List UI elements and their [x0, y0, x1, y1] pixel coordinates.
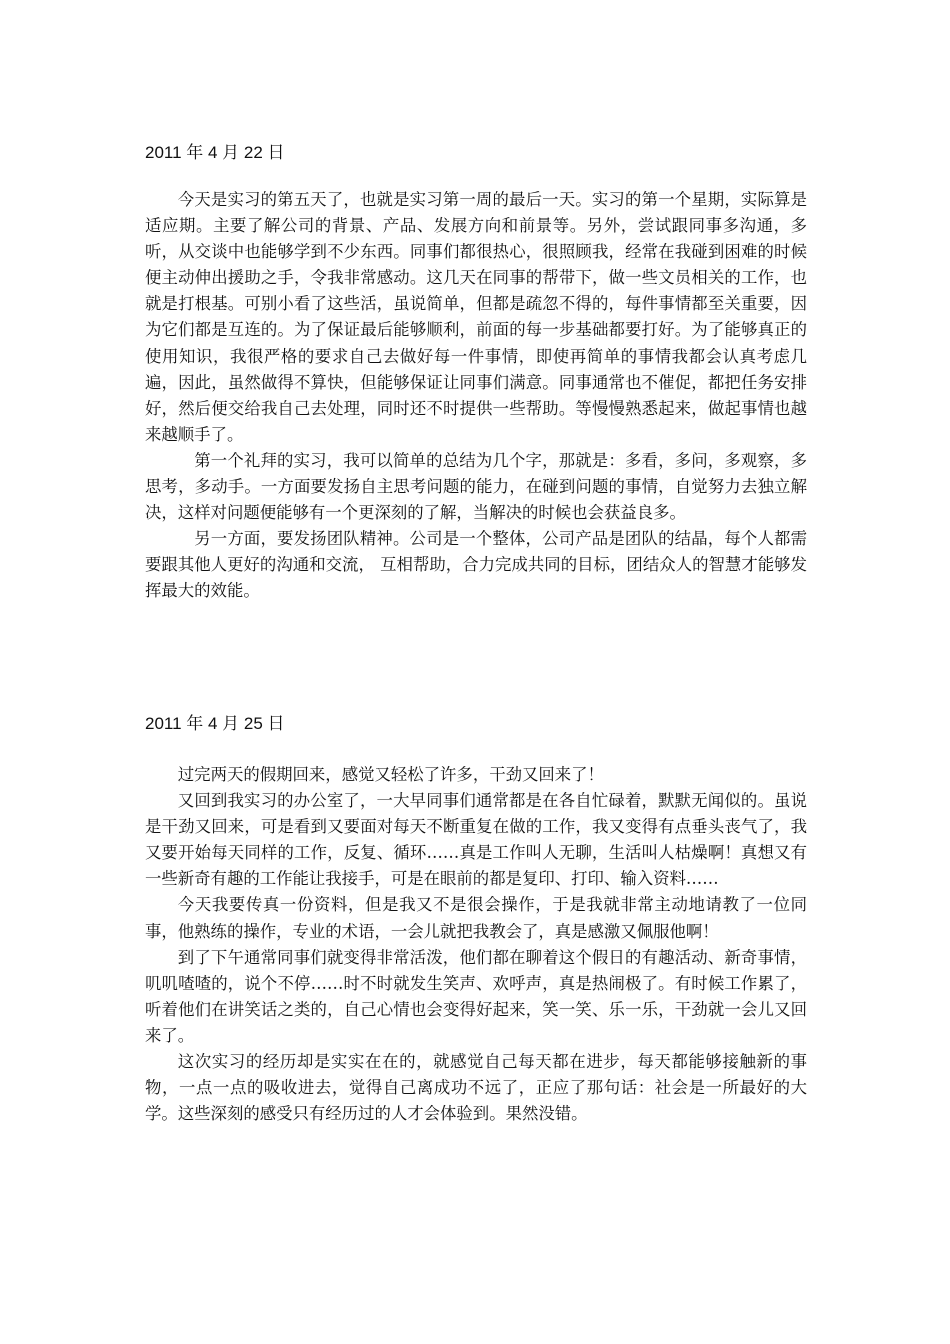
paragraph: 另一方面，要发扬团队精神。公司是一个整体，公司产品是团队的结晶，每个人都需要跟其他人更好的沟通和交流， 互相帮助，合力完成共同的目标，团结众人的智慧才能够发挥最大的效能。	[145, 529, 807, 601]
paragraph: 今天是实习的第五天了，也就是实习第一周的最后一天。实习的第一个星期，实际算是适应期。主要了解公司的背景、产品、发展方向和前景等。另外，尝试跟同事多沟通，多听，从交谈中也能够学到不少东西。同事们都很热心，很照顾我，经常在我碰到困难的时候便主动伸出援助之手，令我非常感动。这几天在同事的帮带下，做一些文员相关的工作，也就是打根基。可别小看了这些活，虽说简单，但都是疏忽不得的，每件事情都至关重要，因为它们都是互连的。为了保证最后能够顺利，前面的每一步基础都要打好。为了能够真正的使用知识，我很严格的要求自己去做好每一件事情，即使再简单的事情我都会认真考虑几遍，因此，虽然做得不算快，但能够保证让同事们满意。同事通常也不催促，都把任务安排好，然后便交给我自己去处理，同时还不时提供一些帮助。等慢慢熟悉起来，做起事情也越来越顺手了。	[145, 190, 807, 444]
paragraph: 又回到我实习的办公室了，一大早同事们通常都是在各自忙碌着，默默无闻似的。虽说是干劲又回来，可是看到又要面对每天不断重复在做的工作，我又变得有点垂头丧气了，我又要开始每天同样的工作，反复、循环……真是工作叫人无聊，生活叫人枯燥啊！真想又有一些新奇有趣的工作能让我接手，可是在眼前的都是复印、打印、输入资料……	[145, 791, 807, 889]
entry-date: 2011 年 4 月 22 日	[145, 143, 285, 162]
paragraph: 第一个礼拜的实习，我可以简单的总结为几个字，那就是：多看，多问，多观察，多思考，多动手。一方面要发扬自主思考问题的能力，在碰到问题的事情，自觉努力去独立解决，这样对问题便能够有一个更深刻的了解，当解决的时候也会获益良多。	[145, 450, 807, 523]
entry-body	[145, 187, 807, 605]
diary-entry-apr-22	[145, 140, 807, 605]
paragraph: 到了下午通常同事们就变得非常活泼，他们都在聊着这个假日的有趣活动、新奇事情，叽叽喳喳的，说个不停……时不时就发生笑声、欢呼声，真是热闹极了。有时候工作累了，听着他们在讲笑话之类的，自己心情也会变得好起来，笑一笑、乐一乐，干劲就一会儿又回来了。	[145, 947, 807, 1045]
diary-entry-apr-25	[145, 711, 807, 1127]
paragraph: 过完两天的假期回来，感觉又轻松了许多，干劲又回来了！	[177, 765, 604, 784]
entry-body	[145, 762, 807, 1127]
paragraph: 这次实习的经历却是实实在在的，就感觉自己每天都在进步，每天都能够接触新的事物，一点一点的吸收进去，觉得自己离成功不远了，正应了那句话：社会是一所最好的大学。这些深刻的感受只有经历过的人才会体验到。果然没错。	[145, 1052, 807, 1124]
entry-date: 2011 年 4 月 25 日	[145, 714, 285, 733]
paragraph: 今天我要传真一份资料，但是我又不是很会操作，于是我就非常主动地请教了一位同事，他熟练的操作，专业的术语，一会儿就把我教会了，真是感激又佩服他啊！	[145, 895, 807, 941]
